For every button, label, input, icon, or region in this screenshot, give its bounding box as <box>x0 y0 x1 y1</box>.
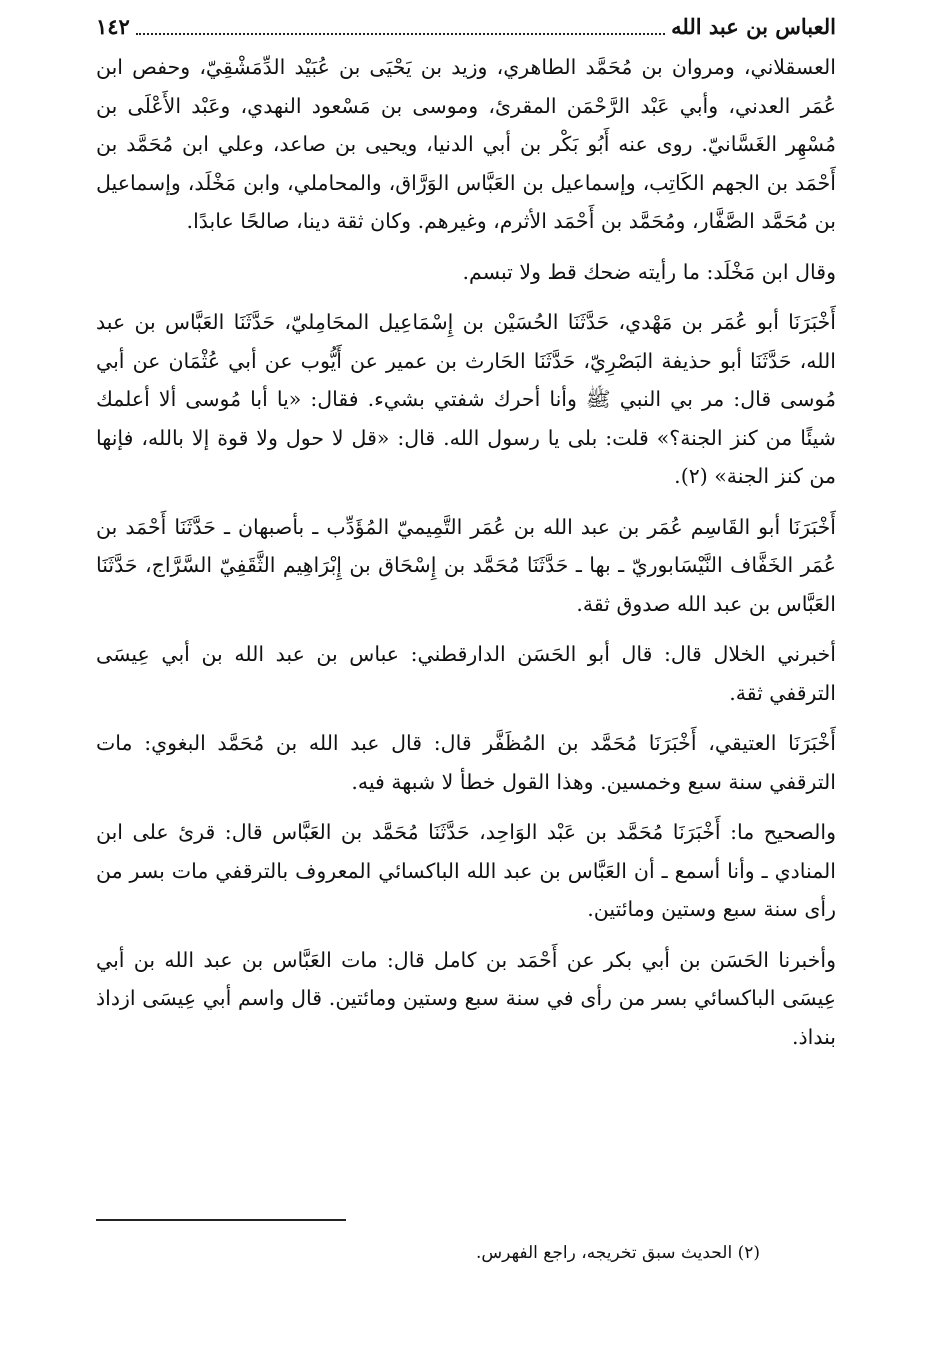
paragraph-2: وقال ابن مَخْلَد: ما رأيته ضحك قط ولا تبسم. <box>462 259 836 284</box>
paragraph-7: والصحيح ما: أَخْبَرَنَا مُحَمَّد بن عَبْد الوَاحِد، حَدَّثَنَا مُحَمَّد بن العَبَّاس قال: قرئ على ابن المنادي ـ وأنا أسمع ـ أن العَبَّاس بن عبد الله الباكسائي المعروف بالترقفي مات بسر من رأى سنة سبع وستين ومائتين. <box>96 820 836 921</box>
paragraph-3: أَخْبَرَنَا أبو عُمَر بن مَهْدي، حَدَّثَنَا الحُسَيْن بن إِسْمَاعِيل المحَامِليّ، حَدَّثَنَا العَبَّاس بن عبد الله، حَدَّثَنَا أبو حذيفة البَصْرِيّ، حَدَّثَنَا الحَارث بن عمير عن أَيُّوب عن أبي عُثْمَان عن أبي مُوسى قال: مر بي النبي ﷺ وأنا أحرك شفتي بشيء. فقال: «يا أبا مُوسى ألا أعلمك شيئًا من كنز الجنة؟» قلت: بلى يا رسول الله. قال: «قل لا حول ولا قوة إلا بالله، فإنها من كنز الجنة» (٢). <box>96 310 836 488</box>
header-dotted-leader <box>136 33 665 35</box>
header-title: العباس بن عبد الله <box>671 14 836 39</box>
paragraph-1: العسقلاني، ومروان بن مُحَمَّد الطاهري، وزيد بن يَحْيَى بن عُبَيْد الدِّمَشْقِيّ، وحفص ابن عُمَر العدني، وأبي عَبْد الرَّحْمَن المقرئ، وموسى بن مَسْعود النهدي، وعَبْد الأَعْلَى بن مُسْهِر الغَسَّانيّ. روى عنه أَبُو بَكْر بن أبي الدنيا، ويحيى بن صاعد، وعلي ابن مُحَمَّد بن أَحْمَد بن الجهم الكَاتِب، وإسماعيل بن العَبَّاس الوَرَّاق، والمحاملي، وابن مَخْلَد، وإسماعيل بن مُحَمَّد الصَّفَّار، ومُحَمَّد بن أَحْمَد الأثرم، وغيرهم. وكان ثقة دينا، صالحًا عابدًا. <box>96 55 836 233</box>
footnote: (٢) الحديث سبق تخريجه، راجع الفهرس. <box>476 1243 760 1263</box>
paragraph-4: أَخْبَرَنَا أبو القَاسِم عُمَر بن عبد الله بن عُمَر التَّمِيميّ المُؤَدِّب ـ بأصبهان ـ حَدَّثَنَا أَحْمَد بن عُمَر الخَفَّاف النَّيْسَابوريّ ـ بها ـ حَدَّثَنَا مُحَمَّد بن إِسْحَاق بن إِبْرَاهِيم الثَّقَفِيّ السَّرَّاج، حَدَّثَنَا العَبَّاس بن عبد الله صدوق ثقة. <box>96 514 836 616</box>
paragraph-6: أَخْبَرَنَا العتيقي، أَخْبَرَنَا مُحَمَّد بن المُظَفَّر قال: قال عبد الله بن مُحَمَّد البغوي: مات الترقفي سنة سبع وخمسين. وهذا القول خطأ لا شبهة فيه. <box>96 731 836 794</box>
paragraph-8: وأخبرنا الحَسَن بن أبي بكر عن أَحْمَد بن كامل قال: مات العَبَّاس بن عبد الله بن أبي عِيسَى الباكسائي بسر من رأى في سنة سبع وستين ومائتين. قال واسم أبي عِيسَى ازداذ بنداذ. <box>96 947 836 1049</box>
footnote-separator <box>96 1219 346 1221</box>
running-header <box>96 12 836 48</box>
page-number: ١٤٢ <box>96 14 130 39</box>
page-body <box>96 48 836 1056</box>
paragraph-5: أخبرني الخلال قال: قال أبو الحَسَن الدارقطني: عباس بن عبد الله بن أبي عِيسَى الترقفي ثقة. <box>96 642 836 705</box>
